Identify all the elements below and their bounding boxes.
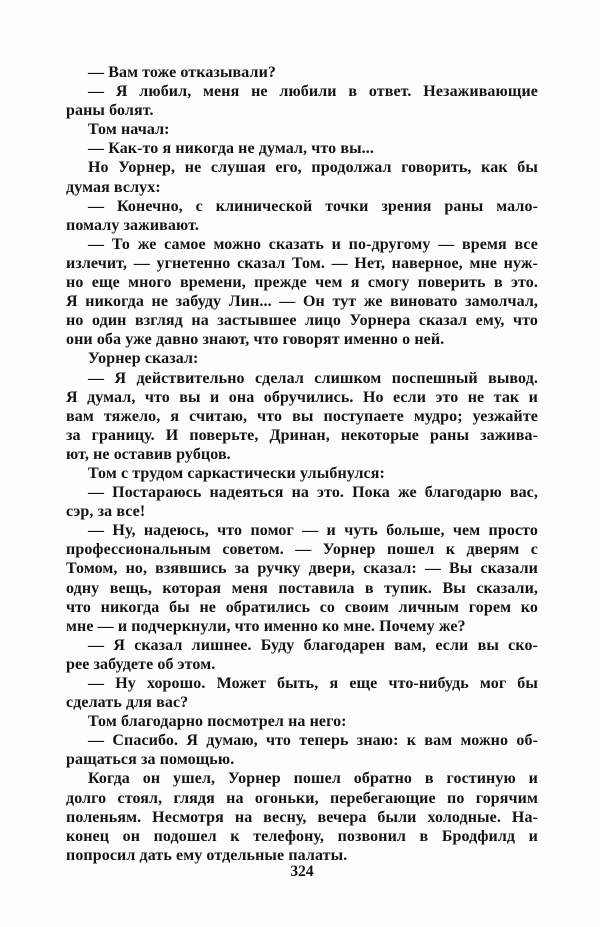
page-text	[66, 63, 538, 865]
text-line: Я думал, что вы и она обручились. Но если это не так и	[66, 388, 538, 406]
text-line: ют, не оставив рубцов.	[66, 445, 231, 463]
text-line: попросил дать ему отдельные палаты.	[66, 846, 348, 864]
text-line: сделать для вас?	[66, 694, 189, 712]
text-line: они оба уже давно знают, что говорят именно о ней.	[66, 331, 445, 349]
text-line: — Как-то я никогда не думал, что вы...	[88, 140, 374, 158]
text-line: но один взгляд на застывшее лицо Уорнера сказал ему, что	[66, 312, 538, 330]
text-line: вам тяжело, я считаю, что вы поступаете мудро; уезжайте	[66, 407, 538, 425]
page-number: 324	[290, 863, 314, 880]
text-line: Когда он ушел, Уорнер пошел обратно в гостиную и	[88, 770, 538, 788]
text-line: Я никогда не забуду Лин... — Он тут же виновато замолчал,	[66, 293, 538, 311]
text-line: рее забудете об этом.	[66, 655, 216, 673]
text-line: Том с трудом саркастически улыбнулся:	[88, 464, 385, 482]
text-line: сэр, за все!	[66, 503, 146, 521]
text-line: Уорнер сказал:	[88, 350, 199, 368]
text-line: мне — и подчеркнули, что именно ко мне. Почему же?	[66, 617, 466, 635]
text-line: — Вам тоже отказывали?	[88, 64, 277, 81]
text-line: — Спасибо. Я думаю, что теперь знаю: к вам можно об-	[88, 732, 538, 750]
text-line: — Конечно, с клинической точки зрения раны мало-	[88, 197, 538, 215]
text-line: профессиональным советом. — Уорнер пошел к дверям с	[66, 541, 538, 559]
text-line: поленьям. Несмотря на весну, вечера были холодные. На-	[66, 808, 538, 826]
text-line: помалу заживают.	[66, 216, 199, 234]
text-line: но еще много времени, прежде чем я смогу поверить в это.	[66, 274, 538, 292]
text-line: что никогда бы не обратились со своим личным горем ко	[66, 598, 538, 616]
text-line: Томом, но, взявшись за ручку двери, сказал: — Вы сказали	[66, 560, 538, 578]
text-line: одну вещь, которая меня поставила в тупик. Вы сказали,	[66, 579, 538, 597]
text-line: думая вслух:	[66, 178, 161, 196]
text-line: Том благодарно посмотрел на него:	[88, 713, 347, 731]
text-line: — Я действительно сделал слишком поспешный вывод.	[88, 369, 538, 387]
text-line: — То же самое можно сказать и по-другому — время все	[88, 235, 538, 253]
text-line: конец он подошел к телефону, позвонил в Бродфилд и	[66, 827, 538, 845]
text-line: за границу. И поверьте, Дринан, некоторые раны зажива-	[66, 426, 538, 444]
text-line: Том начал:	[88, 121, 170, 139]
text-line: — Я любил, меня не любили в ответ. Незаживающие	[88, 83, 538, 101]
text-line: — Ну хорошо. Может быть, я еще что-нибудь мог бы	[88, 675, 538, 692]
text-line: — Постараюсь надеяться на это. Пока же благодарю вас,	[88, 484, 538, 502]
text-line: — Ну, надеюсь, что помог — и чуть больше, чем просто	[88, 522, 538, 540]
text-line: ращаться за помощью.	[66, 751, 235, 769]
text-line: долго стоял, глядя на огоньки, перебегающие по горячим	[66, 789, 538, 807]
text-line: излечит, — угнетенно сказал Том. — Нет, наверное, мне нуж-	[66, 254, 538, 272]
text-line: раны болят.	[66, 102, 154, 120]
text-line: Но Уорнер, не слушая его, продолжал говорить, как бы	[88, 159, 538, 177]
text-line: — Я сказал лишнее. Буду благодарен вам, если вы ско-	[88, 636, 538, 654]
